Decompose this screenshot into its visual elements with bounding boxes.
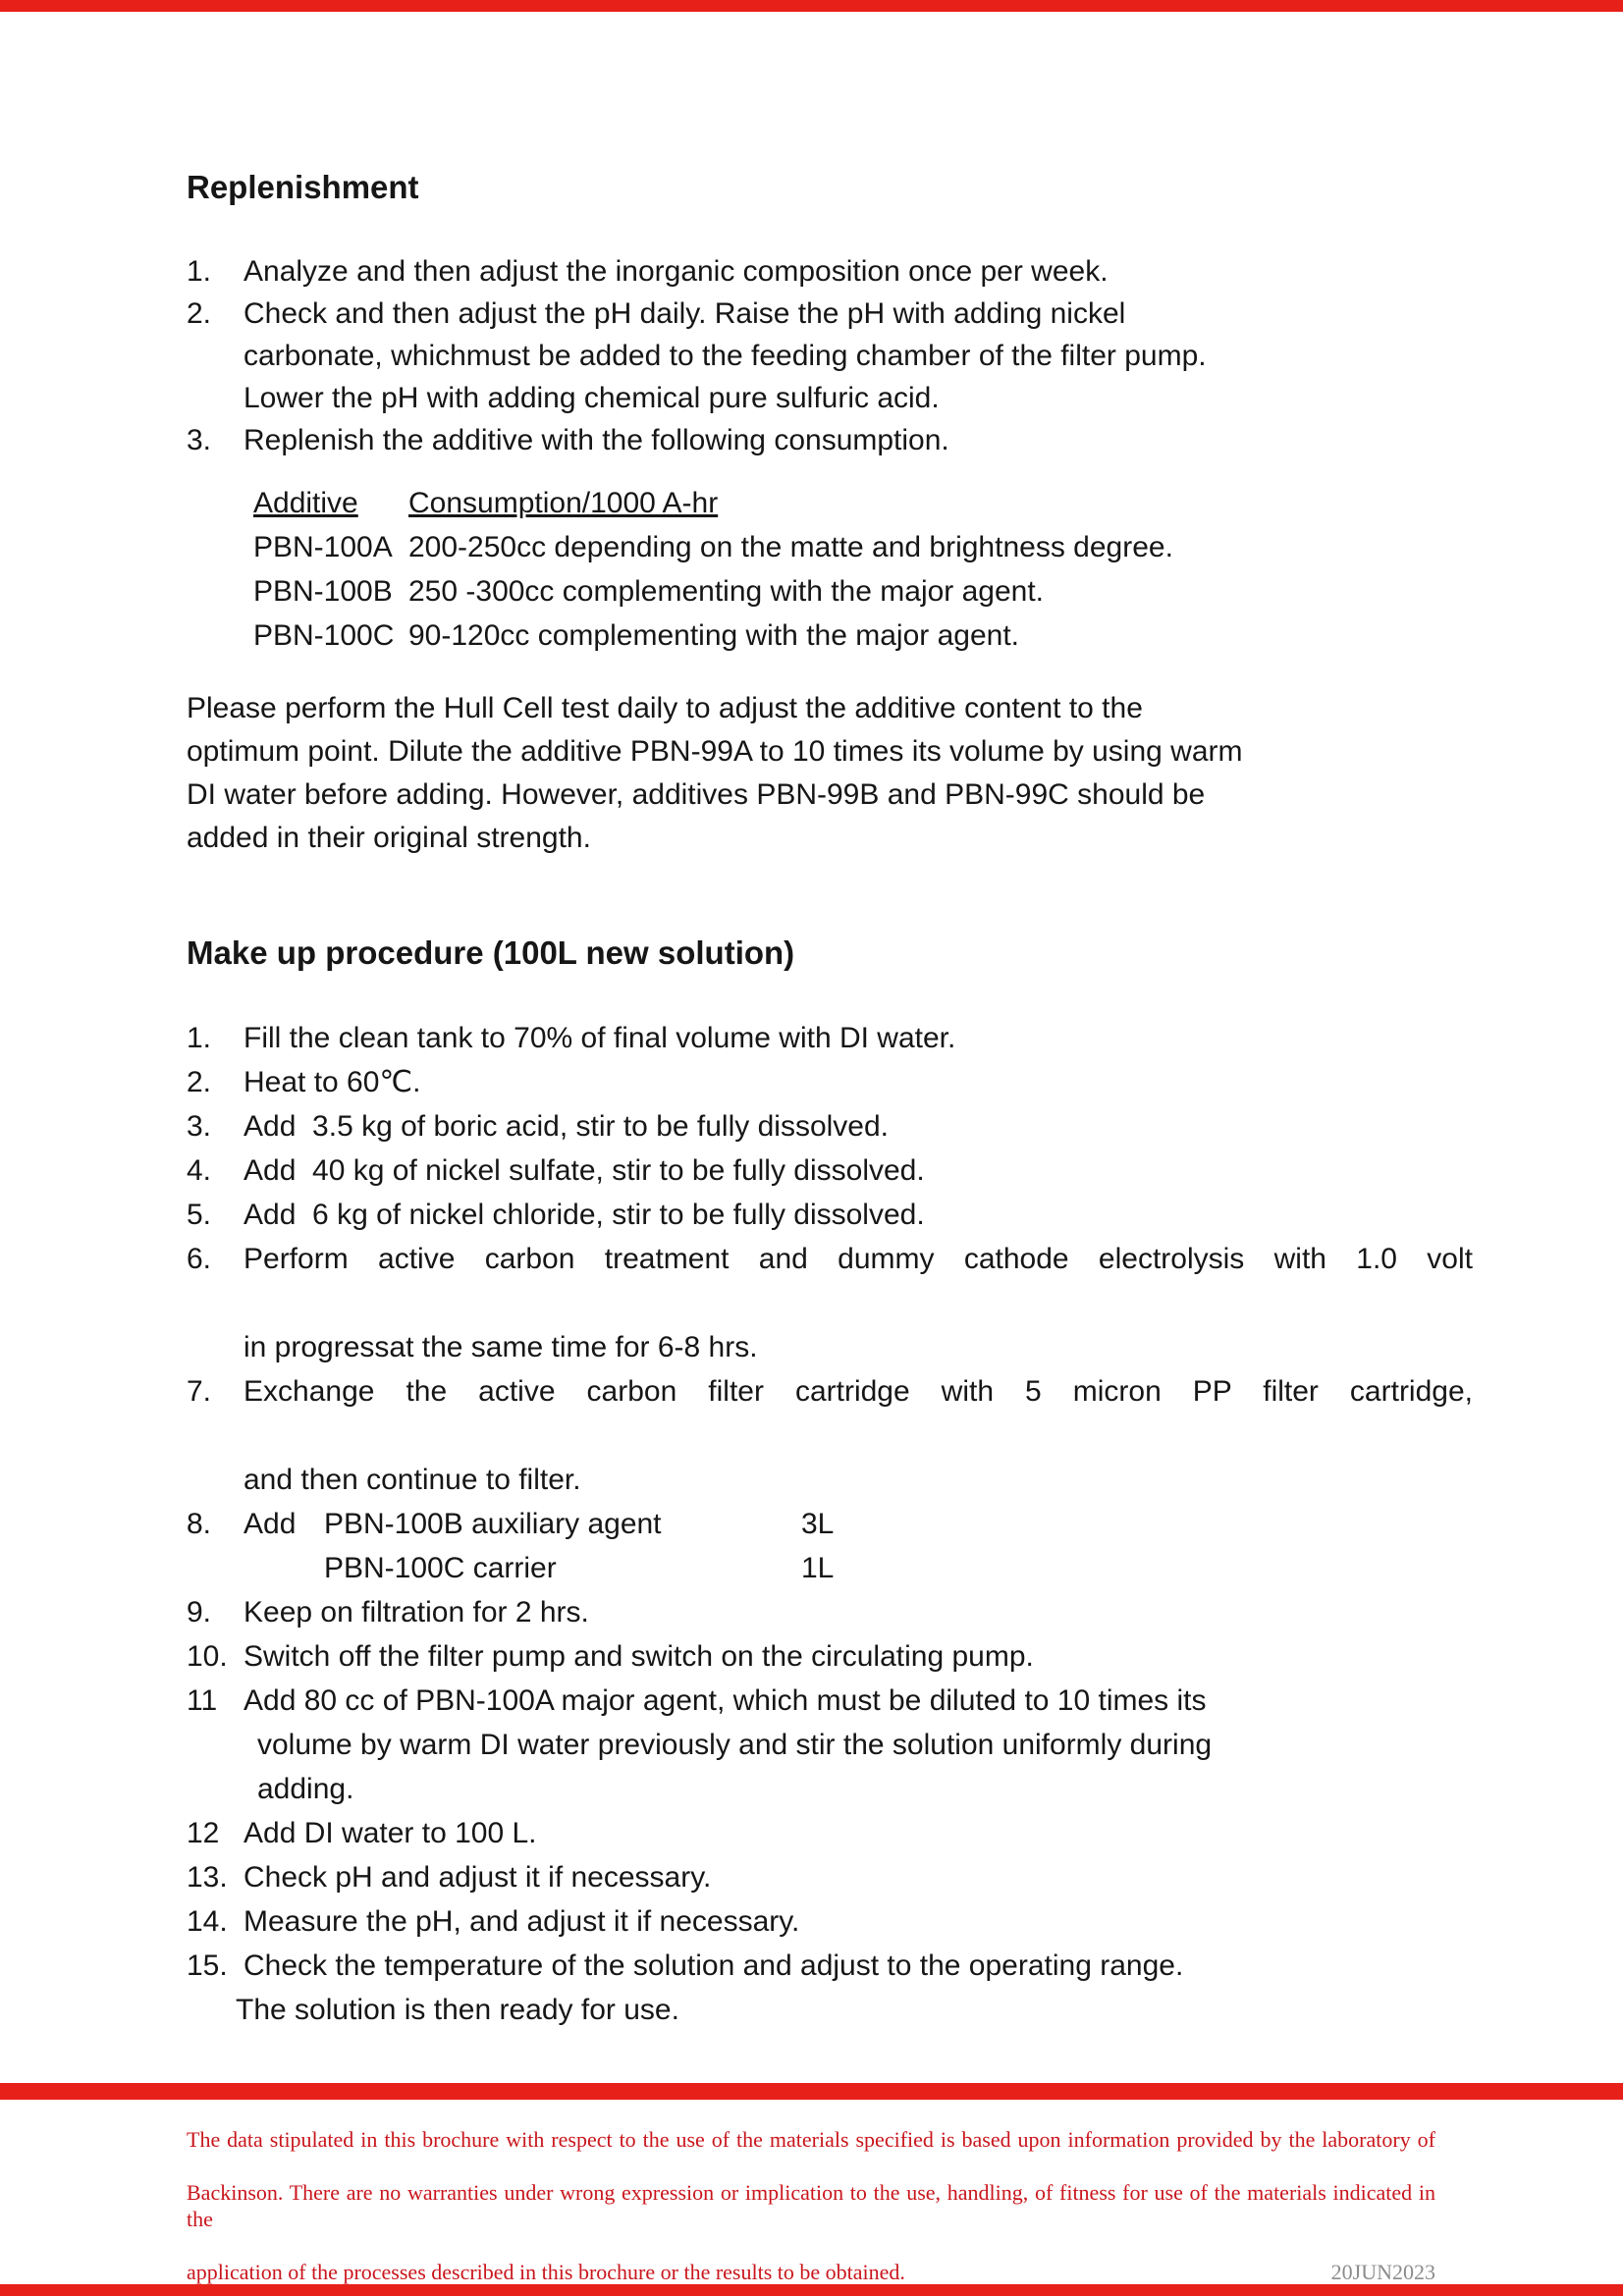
- list-number: 9.: [187, 1596, 212, 1629]
- additive-name: PBN-100C carrier: [324, 1552, 557, 1584]
- additive-cell: PBN-100A: [253, 531, 393, 563]
- list-number: 12: [187, 1817, 220, 1849]
- list-item: [187, 1634, 1473, 1679]
- list-text: Measure the pH, and adjust it if necessary.: [243, 1905, 800, 1938]
- list-text: Fill the clean tank to 70% of final volume with DI water.: [243, 1022, 956, 1054]
- consumption-cell: 250 -300cc complementing with the major agent.: [408, 575, 1045, 608]
- list-item: [187, 1855, 1473, 1899]
- list-text: Lower the pH with adding chemical pure sulfuric acid.: [243, 382, 940, 414]
- disclaimer-line: application of the processes described in this brochure or the results to be obtained.: [187, 2260, 905, 2284]
- hull-cell-note: [187, 687, 1473, 860]
- table-row: [253, 525, 1473, 569]
- additive-amount-row: [243, 1502, 1473, 1546]
- list-item: [187, 1679, 1473, 1811]
- list-text: and then continue to filter.: [243, 1464, 581, 1496]
- table-row: [253, 569, 1473, 614]
- additive-quantity: 1L: [801, 1552, 835, 1584]
- list-item: [187, 1060, 1473, 1104]
- disclaimer-last-line: [187, 2259, 1435, 2285]
- list-number: 1.: [187, 1022, 212, 1054]
- consumption-cell: 90-120cc complementing with the major agent.: [408, 619, 1020, 652]
- list-text: in progressat the same time for 6-8 hrs.: [243, 1331, 758, 1363]
- list-number: 3.: [187, 424, 212, 456]
- makeup-procedure-heading: Make up procedure (100L new solution): [187, 934, 795, 971]
- list-text: Check the temperature of the solution and adjust to the operating range.: [243, 1949, 1184, 1982]
- list-text: Switch off the filter pump and switch on the circulating pump.: [243, 1640, 1034, 1673]
- list-number: 2.: [187, 1066, 212, 1098]
- list-text: Exchange the active carbon filter cartridge with 5 micron PP filter cartridge,: [243, 1375, 1473, 1408]
- note-line: Please perform the Hull Cell test daily to adjust the additive content to the: [187, 692, 1143, 724]
- list-text: adding.: [257, 1773, 354, 1805]
- additive-quantity: 3L: [801, 1508, 835, 1540]
- list-item: [187, 1811, 1473, 1855]
- list-text: volume by warm DI water previously and stir the solution uniformly during: [257, 1729, 1213, 1761]
- list-item: [187, 1104, 1473, 1148]
- list-number: 10.: [187, 1640, 228, 1673]
- list-number: 2.: [187, 297, 212, 330]
- list-item: [187, 1502, 1473, 1590]
- list-text: Analyze and then adjust the inorganic composition once per week.: [243, 255, 1109, 288]
- additive-table: [253, 481, 1473, 658]
- additive-amount-row: [243, 1546, 1473, 1590]
- bottom-red-bar: [0, 2284, 1623, 2296]
- footer-divider-rule: [0, 2083, 1623, 2100]
- revision-date: 20JUN2023: [1330, 2260, 1435, 2284]
- list-number: 1.: [187, 255, 212, 288]
- list-item: [187, 1237, 1473, 1369]
- makeup-procedure-list: [187, 1016, 1473, 2032]
- list-text: Add 3.5 kg of boric acid, stir to be fully dissolved.: [243, 1110, 889, 1143]
- replenishment-list: [187, 250, 1473, 461]
- footer-disclaimer: [187, 2126, 1435, 2285]
- list-text: Replenish the additive with the following consumption.: [243, 424, 949, 456]
- consumption-cell: 200-250cc depending on the matte and brightness degree.: [408, 531, 1173, 563]
- note-line: added in their original strength.: [187, 822, 591, 854]
- list-number: 5.: [187, 1199, 212, 1231]
- list-text: Add DI water to 100 L.: [243, 1817, 537, 1849]
- list-text: carbonate, whichmust be added to the feeding chamber of the filter pump.: [243, 340, 1207, 372]
- list-item: [187, 1899, 1473, 1944]
- list-number: 15.: [187, 1949, 228, 1982]
- list-text: The solution is then ready for use.: [236, 1994, 679, 2026]
- list-number: 4.: [187, 1154, 212, 1187]
- list-item: [187, 419, 1473, 461]
- list-item: [187, 1369, 1473, 1502]
- list-number: 13.: [187, 1861, 228, 1894]
- list-item: [187, 1193, 1473, 1237]
- list-text: Add 40 kg of nickel sulfate, stir to be fully dissolved.: [243, 1154, 925, 1187]
- disclaimer-line: The data stipulated in this brochure with respect to the use of the materials specified is based upon information provided by the laboratory of: [187, 2127, 1435, 2152]
- list-number: 6.: [187, 1243, 212, 1275]
- list-text: Heat to 60℃.: [243, 1066, 421, 1098]
- consumption-column-header: Consumption/1000 A-hr: [408, 487, 719, 519]
- list-item: [187, 1590, 1473, 1634]
- list-item: [187, 293, 1473, 419]
- list-text: Check pH and adjust it if necessary.: [243, 1861, 712, 1894]
- list-text: Check and then adjust the pH daily. Raise the pH with adding nickel: [243, 297, 1126, 330]
- additive-name: PBN-100B auxiliary agent: [324, 1508, 662, 1540]
- list-item: [187, 1148, 1473, 1193]
- list-number: 3.: [187, 1110, 212, 1143]
- note-line: DI water before adding. However, additives PBN-99B and PBN-99C should be: [187, 778, 1206, 811]
- additive-cell: PBN-100B: [253, 575, 393, 608]
- list-item: [187, 250, 1473, 293]
- list-text: Perform active carbon treatment and dummy cathode electrolysis with 1.0 volt: [243, 1243, 1473, 1275]
- list-number: 11: [187, 1684, 218, 1717]
- add-prefix: [243, 1546, 324, 1590]
- list-number: 14.: [187, 1905, 228, 1938]
- table-header-row: [253, 481, 1473, 525]
- list-number: 8.: [187, 1508, 212, 1540]
- list-item: [187, 1016, 1473, 1060]
- table-row: [253, 614, 1473, 658]
- list-item: [187, 1944, 1473, 2032]
- note-line: optimum point. Dilute the additive PBN-99A to 10 times its volume by using warm: [187, 735, 1243, 768]
- document-body: [187, 0, 1473, 2032]
- additive-column-header: Additive: [253, 487, 358, 519]
- add-prefix: Add: [243, 1508, 297, 1540]
- disclaimer-line: Backinson. There are no warranties under wrong expression or implication to the use, handling, of fitness for use of the materials indicated in the: [187, 2180, 1435, 2231]
- list-number: 7.: [187, 1375, 212, 1408]
- list-text: Add 80 cc of PBN-100A major agent, which must be diluted to 10 times its: [243, 1684, 1207, 1717]
- additive-cell: PBN-100C: [253, 619, 395, 652]
- replenishment-heading: Replenishment: [187, 169, 419, 205]
- list-text: Add 6 kg of nickel chloride, stir to be fully dissolved.: [243, 1199, 925, 1231]
- list-text: Keep on filtration for 2 hrs.: [243, 1596, 589, 1629]
